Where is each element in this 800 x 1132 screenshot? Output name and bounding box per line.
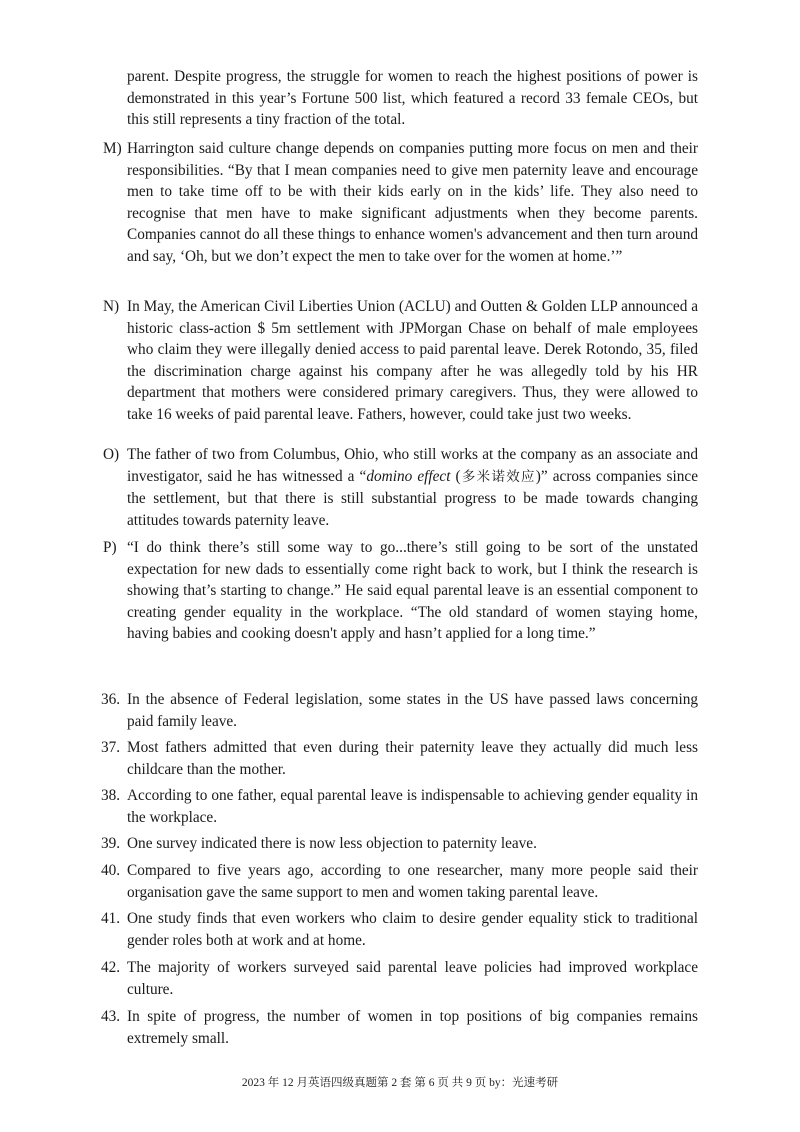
paragraph-text: The father of two from Columbus, Ohio, who still works at the company as an associate and investigator, said he has witnessed a “domino effect (多米诺效应)” across companies since the settlement, but that there is still substantial progress to be made towards changing attitudes towards paternity leave. — [127, 446, 698, 529]
question-number: 39. — [101, 835, 121, 852]
question-text: In spite of progress, the number of women in top positions of big companies remains extremely small. — [127, 1008, 698, 1047]
question-number: 36. — [101, 691, 121, 708]
question-text: One survey indicated there is now less objection to paternity leave. — [127, 835, 537, 852]
question-text: According to one father, equal parental leave is indispensable to achieving gender equality in the workplace. — [127, 787, 698, 826]
paragraph-label: O) — [103, 446, 120, 463]
paragraph-text: In May, the American Civil Liberties Union (ACLU) and Outten & Golden LLP announced a historic class-action $ 5m settlement with JPMorgan Chase on behalf of male employees who claim they were illegally denied access to paid parental leave. Derek Rotondo, 35, filed the discrimination charge against his company after he was allegedly told by his HR department that mothers were considered primary caregivers. Thus, they were allowed to take 16 weeks of paid parental leave. Fathers, however, could take just two weeks. — [127, 298, 698, 423]
question-text: In the absence of Federal legislation, some states in the US have passed laws concerning paid family leave. — [127, 691, 698, 730]
paragraph-label: N) — [103, 298, 120, 315]
chinese-gloss: 多米诺效应 — [460, 468, 536, 485]
question-number: 41. — [101, 910, 121, 927]
paragraph-text-part: The father of two from Columbus, Ohio, who still works at the company as an associate and investigator, said he has witnessed a “ — [127, 446, 698, 485]
question-text: One study finds that even workers who claim to desire gender equality stick to traditional gender roles both at work and at home. — [127, 910, 698, 949]
passage-continuation: parent. Despite progress, the struggle for women to reach the highest positions of power is demonstrated in this year’s Fortune 500 list, which featured a record 33 female CEOs, but this still represents a tiny fraction of the total. — [127, 68, 698, 129]
question-number: 42. — [101, 959, 121, 976]
paragraph-text-part: ” across companies since the settlement, but that there is still substantial progress to be made towards changing attitudes towards paternity leave. — [127, 467, 698, 529]
question-text: The majority of workers surveyed said parental leave policies had improved workplace culture. — [127, 959, 698, 998]
question-text: Most fathers admitted that even during their paternity leave they actually did much less childcare than the mother. — [127, 739, 698, 778]
question-number: 37. — [101, 739, 121, 756]
paragraph-text: “I do think there’s still some way to go...there’s still going to be sort of the unstated expectation for new dads to essentially come right back to work, but I think the research is showing that’s starting to change.” He said equal parental leave is an essential component to creating gender equality in the workplace. “The old standard of women staying home, having babies and cooking doesn't apply and hasn’t applied for a long time.” — [127, 539, 698, 643]
paragraph-label: M) — [103, 140, 122, 157]
paragraph-label: P) — [103, 539, 117, 556]
page-footer: 2023 年 12 月英语四级真题第 2 套 第 6 页 共 9 页 by：光速考研 — [241, 1077, 559, 1089]
question-number: 40. — [101, 862, 121, 879]
italic-term: domino effect — [366, 467, 451, 485]
paragraph-text: Harrington said culture change depends on companies putting more focus on men and their responsibilities. “By that I mean companies need to give men paternity leave and encourage men to take time off to be with their kids early on in the kids’ life. They also need to recognise that men have to make significant adjustments when they become parents. Companies cannot do all these things to enhance women's advancement and then turn around and say, ‘Oh, but we don’t expect the men to take over for the women at home.’” — [127, 140, 698, 265]
question-number: 43. — [101, 1008, 121, 1025]
question-number: 38. — [101, 787, 121, 804]
question-text: Compared to five years ago, according to one researcher, many more people said their organisation gave the same support to men and women taking parental leave. — [127, 862, 698, 901]
